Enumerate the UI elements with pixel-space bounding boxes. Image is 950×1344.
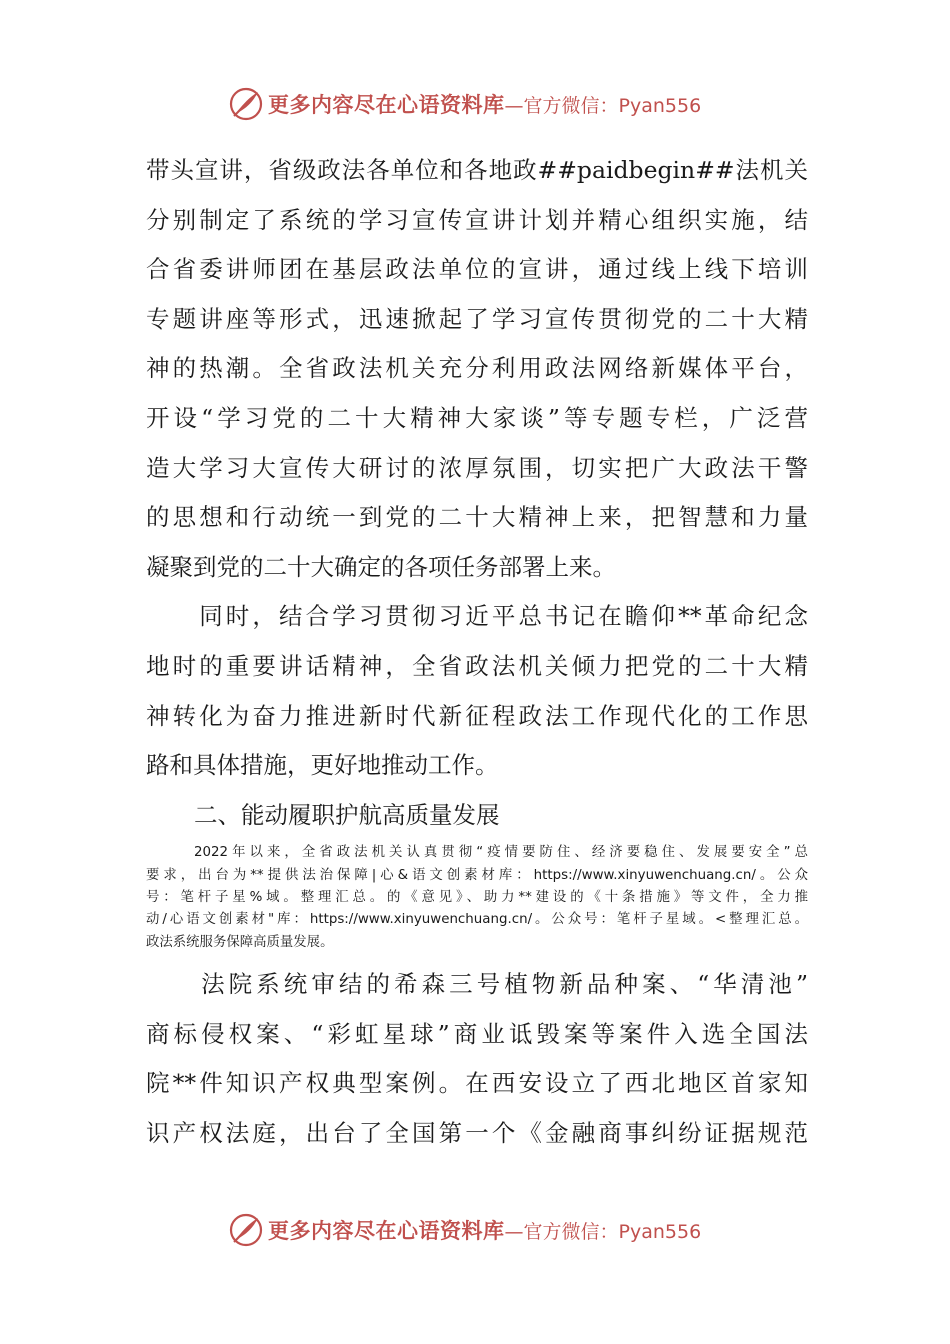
small-text-line: 要求，出台为**提供法治保障|心&语文创素材库：https://www.xinyuwenchuang.cn/。公众	[146, 867, 808, 883]
text-line: 造大学习大宣传大研讨的浓厚氛围，切实把广大政法干警	[146, 453, 808, 482]
quill-logo-icon	[228, 1212, 264, 1248]
watermark-sub-text: —官方微信：Pyan556	[504, 1220, 702, 1243]
text-line: 开设“学习党的二十大精神大家谈”等专题专栏，广泛营	[146, 403, 808, 432]
small-text-line: 号：笔杆子星%域。整理汇总。的《意见》、助力**建设的《十条措施》等文件，全力推	[146, 890, 808, 906]
document-body	[146, 146, 808, 1159]
text-line: 合省委讲师团在基层政法单位的宣讲，通过线上线下培训	[146, 255, 808, 284]
paragraph-2	[146, 592, 808, 790]
text-line: 神的热潮。全省政法机关充分利用政法网络新媒体平台，	[146, 354, 808, 383]
small-text-line: 政法系统服务保障高质量发展。	[146, 934, 334, 950]
small-text-line: 动/心语文创素材"库：https://www.xinyuwenchuang.cn/。公众号：笔杆子星域。<整理汇总。	[146, 912, 808, 928]
text-line: 路和具体措施，更好地推动工作。	[146, 751, 499, 780]
watermark-main-text: 更多内容尽在心语资料库	[268, 1218, 505, 1243]
header-watermark-banner	[228, 84, 728, 124]
text-line: 凝聚到党的二十大确定的各项任务部署上来。	[146, 552, 616, 581]
watermark-main-text: 更多内容尽在心语资料库	[268, 92, 505, 117]
text-line: 商标侵权案、“彩虹星球”商业诋毁案等案件入选全国法	[146, 1019, 808, 1048]
text-line: 专题讲座等形式，迅速掀起了学习宣传贯彻党的二十大精	[146, 304, 808, 333]
text-line: 院**件知识产权典型案例。在西安设立了西北地区首家知	[146, 1069, 808, 1098]
paragraph-3	[146, 960, 808, 1158]
section-heading: 二、能动履职护航高质量发展	[194, 800, 500, 829]
small-text-line: 2022年以来，全省政法机关认真贯彻“疫情要防住、经济要稳住、发展要安全”总	[194, 845, 808, 861]
quill-logo-icon	[228, 86, 264, 122]
text-line: 分别制定了系统的学习宣传宣讲计划并精心组织实施，结	[146, 205, 808, 234]
paragraph-1	[146, 146, 808, 592]
text-line: 神转化为奋力推进新时代新征程政法工作现代化的工作思	[146, 701, 808, 730]
watermark-sub-text: —官方微信：Pyan556	[504, 94, 702, 117]
text-line: 法院系统审结的希森三号植物新品种案、“华清池”	[146, 970, 808, 999]
text-line: 识产权法庭，出台了全国第一个《金融商事纠纷证据规范	[146, 1119, 808, 1148]
text-line: 地时的重要讲话精神，全省政法机关倾力把党的二十大精	[146, 651, 808, 680]
text-line: 带头宣讲，省级政法各单位和各地政##paidbegin##法机关	[146, 156, 808, 184]
small-paragraph	[146, 842, 808, 954]
text-line: 同时，结合学习贯彻习近平总书记在瞻仰**革命纪念	[146, 602, 808, 631]
footer-watermark-banner	[228, 1210, 728, 1250]
text-line: 的思想和行动统一到党的二十大精神上来，把智慧和力量	[146, 503, 808, 532]
